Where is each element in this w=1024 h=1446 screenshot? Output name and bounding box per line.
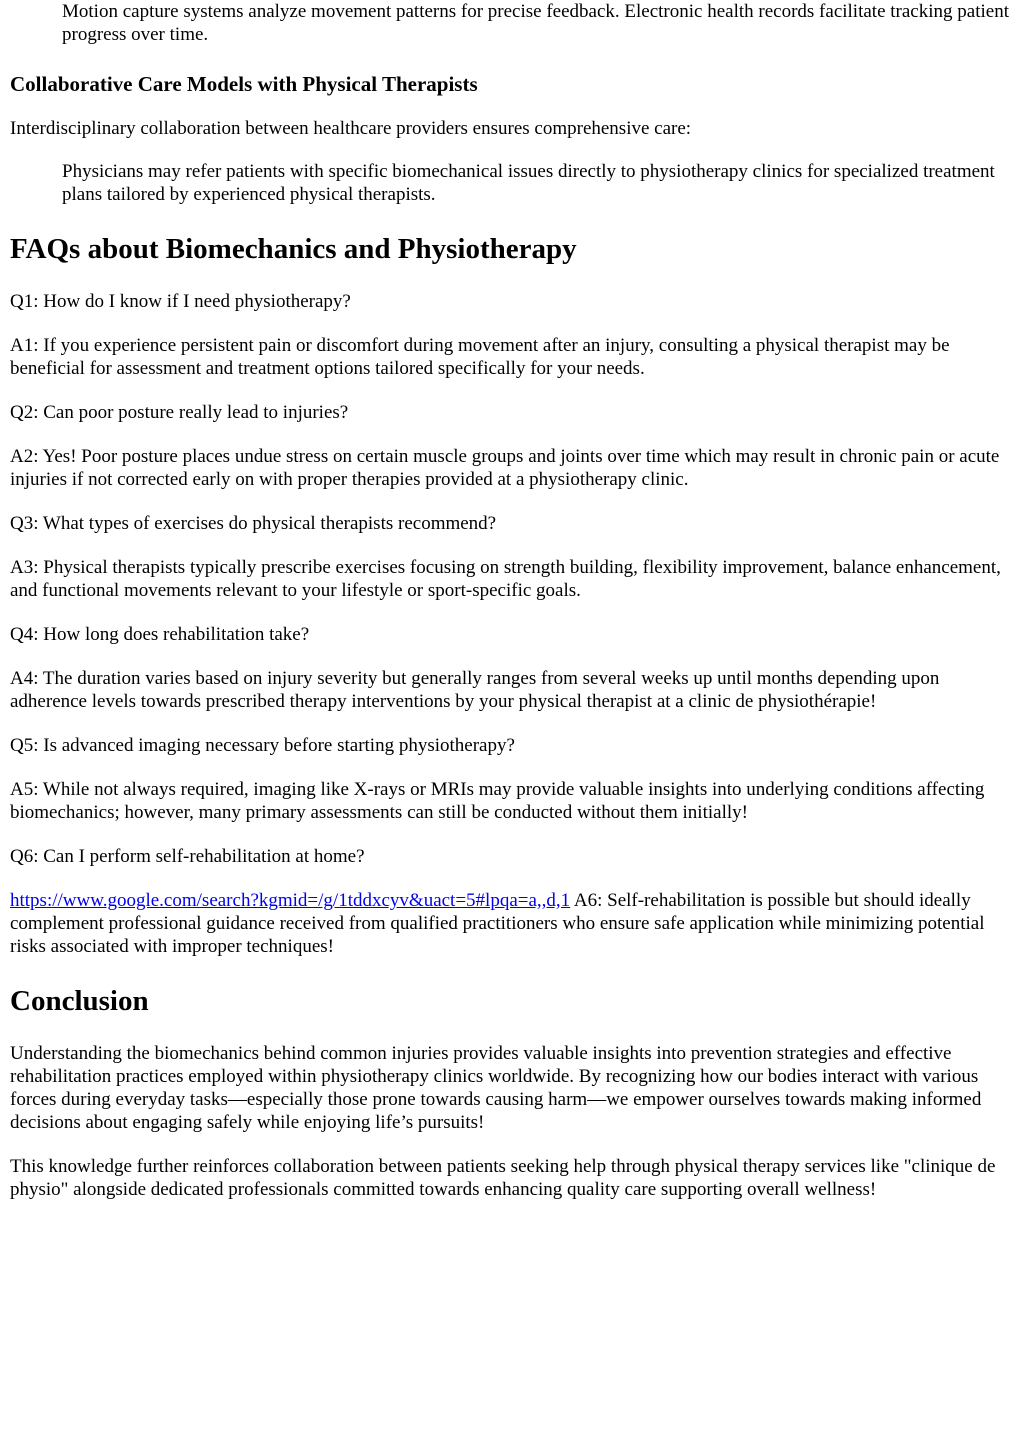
faq-question-3: Q3: What types of exercises do physical therapists recommend?: [10, 513, 497, 534]
collab-heading: Collaborative Care Models with Physical Therapists: [10, 72, 478, 96]
collab-quote-text: Physicians may refer patients with specific biomechanical issues directly to physiotherapy clinics for specialized treatment plans tailored by experienced physical therapists.: [62, 161, 995, 205]
conclusion-paragraph-1: Understanding the biomechanics behind common injuries provides valuable insights into prevention strategies and effective rehabilitation practices employed within physiotherapy clinics worldwide. By recognizing how our bodies interact with various forces during everyday tasks—especially those prone towards causing harm—we empower ourselves towards making informed decisions about engaging safely while enjoying life’s pursuits!: [10, 1043, 982, 1133]
faq-question-5: Q5: Is advanced imaging necessary before starting physiotherapy?: [10, 735, 515, 756]
faq-question-1: Q1: How do I know if I need physiotherapy?: [10, 291, 351, 312]
collab-quote: [62, 160, 1014, 206]
faq-answer-4: A4: The duration varies based on injury severity but generally ranges from several weeks up until months depending upon adherence levels towards prescribed therapy interventions by your physical therapist at a clinic de physiothérapie!: [10, 668, 940, 712]
faq-heading: FAQs about Biomechanics and Physiotherapy: [10, 233, 577, 265]
faq-question-6: Q6: Can I perform self-rehabilitation at home?: [10, 846, 365, 867]
conclusion-paragraph-2: This knowledge further reinforces collaboration between patients seeking help through physical therapy services like "clinique de physio" alongside dedicated professionals committed towards enhancing quality care supporting overall wellness!: [10, 1156, 996, 1200]
faq-question-2: Q2: Can poor posture really lead to injuries?: [10, 402, 349, 423]
motion-capture-quote: [62, 0, 1014, 46]
collab-intro: Interdisciplinary collaboration between healthcare providers ensures comprehensive care:: [10, 118, 692, 139]
faq-answer-2: A2: Yes! Poor posture places undue stress on certain muscle groups and joints over time which may result in chronic pain or acute injuries if not corrected early on with proper therapies provided at a physiotherapy clinic.: [10, 446, 1000, 490]
conclusion-heading: Conclusion: [10, 985, 149, 1017]
faq-answer-1: A1: If you experience persistent pain or discomfort during movement after an injury, consulting a physical therapist may be beneficial for assessment and treatment options tailored specifically for your needs.: [10, 335, 950, 379]
google-search-link[interactable]: https://www.google.com/search?kgmid=/g/1tddxcyv&uact=5#lpqa=a,,d,1: [10, 890, 571, 911]
faq-answer-6-text: A6: Self-rehabilitation is possible but should ideally complement professional guidance received from qualified practitioners who ensure safe application while minimizing potential risks associated with improper techniques!: [10, 890, 985, 957]
faq-question-4: Q4: How long does rehabilitation take?: [10, 624, 310, 645]
faq-answer-5: A5: While not always required, imaging like X-rays or MRIs may provide valuable insights into underlying conditions affecting biomechanics; however, many primary assessments can still be conducted without them initially!: [10, 779, 985, 823]
faq-answer-3: A3: Physical therapists typically prescribe exercises focusing on strength building, flexibility improvement, balance enhancement, and functional movements relevant to your lifestyle or sport-specific goals.: [10, 557, 1001, 601]
motion-capture-text: Motion capture systems analyze movement patterns for precise feedback. Electronic health records facilitate tracking patient progress over time.: [62, 1, 1009, 45]
faq-answer-6: [10, 889, 1014, 958]
